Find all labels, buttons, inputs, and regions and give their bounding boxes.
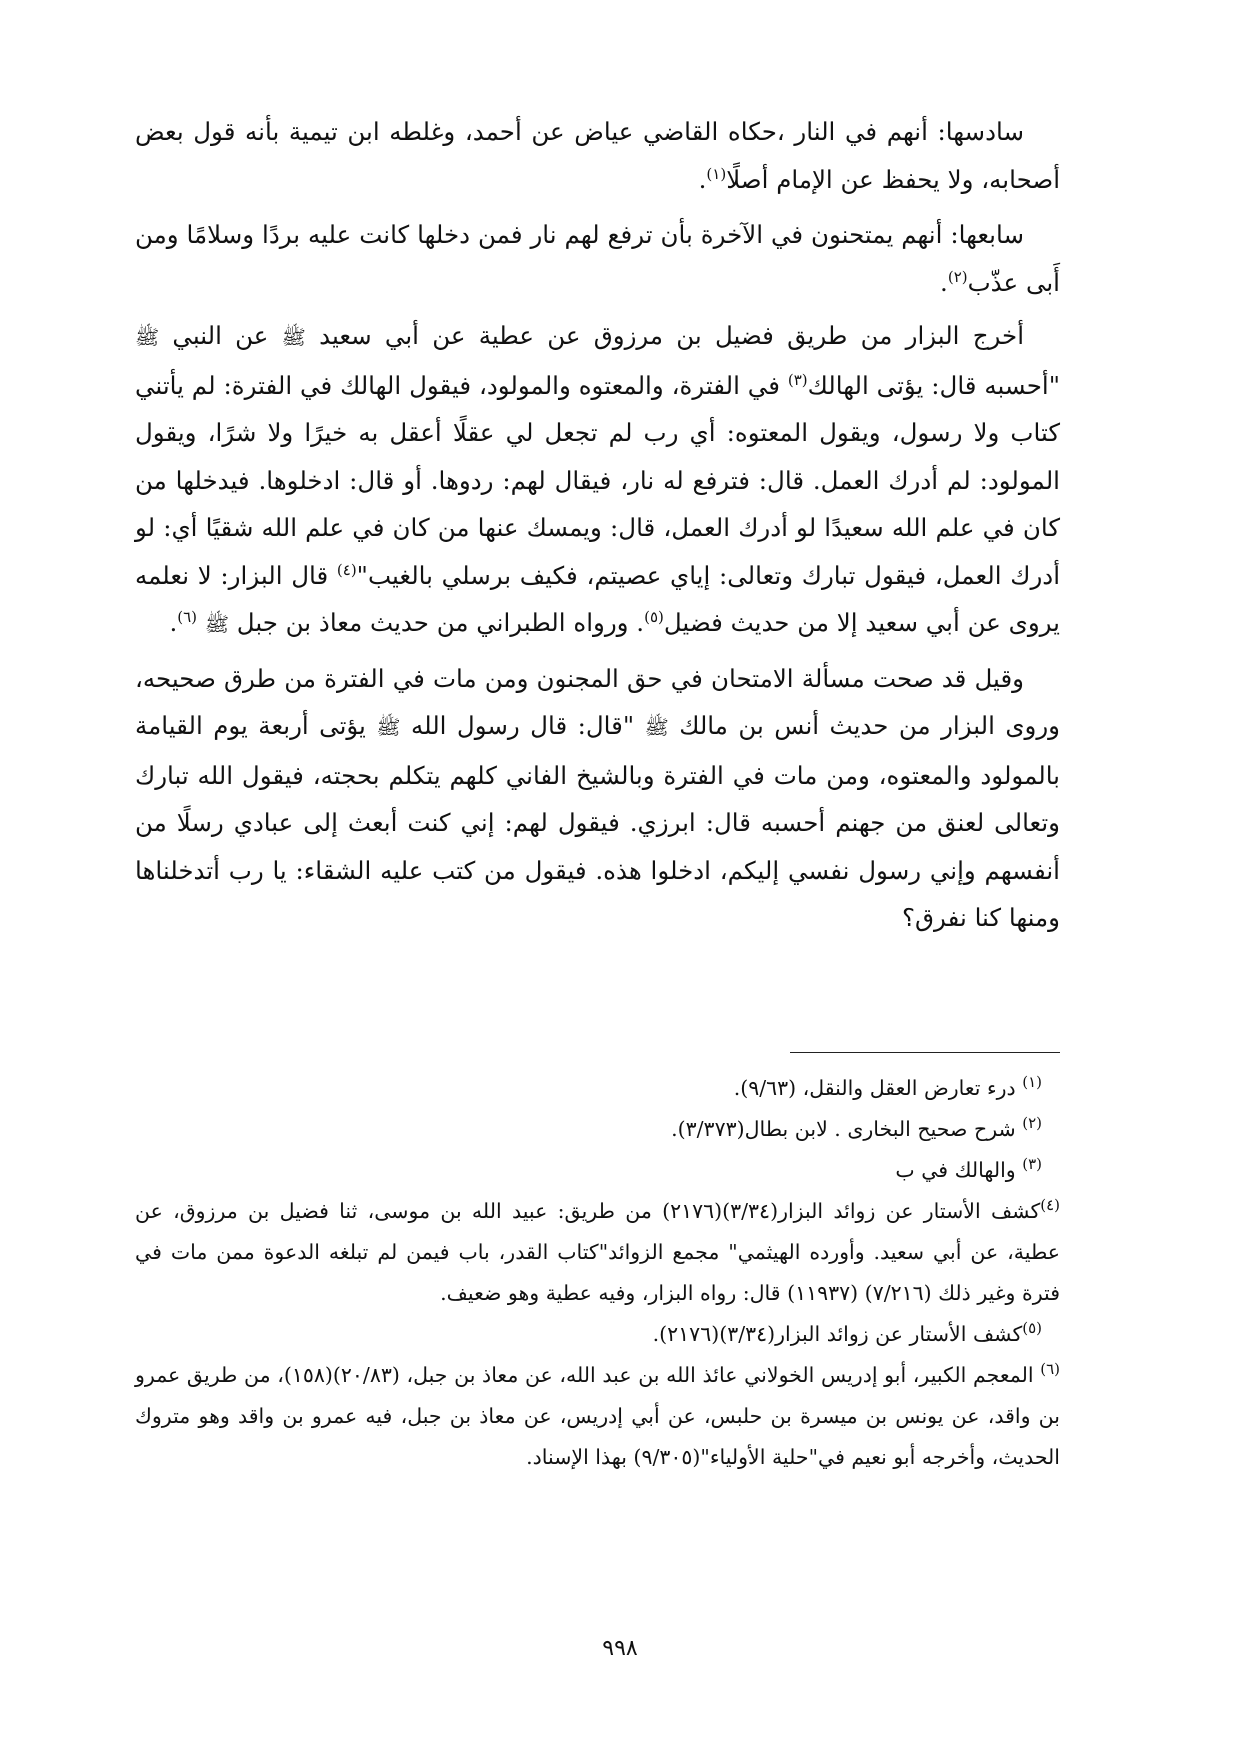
footnote-2 [135,1109,1060,1150]
footnote-number: (٤) [1040,1196,1060,1215]
footnotes [135,1068,1060,1478]
page-number: ٩٩٨ [602,1636,638,1661]
honorific-symbol: ﷺ [281,325,306,349]
paragraph-text: "قال: قال رسول الله [410,711,635,740]
paragraph-seventh-opinion [135,211,1060,306]
paragraph-sixth-opinion [135,108,1060,203]
paragraph-text: قال البزار: لا نعلمه يروى عن أبي سعيد إلا من حديث فضيل [135,560,1060,637]
paragraph-bazzar-hadith [135,312,1060,649]
footnote-6 [135,1355,1060,1478]
footnote-number: (٣) [1022,1155,1042,1174]
paragraph-text: . [698,164,707,194]
footnote-number: (٥) [1022,1319,1042,1338]
paragraph-text: أخرج البزار من طريق فضيل بن مرزوق عن عطية عن أبي سعيد [319,321,1024,350]
footnote-ref-6[interactable]: (٦) [177,607,198,626]
paragraph-text: "أحسبه قال: يؤتى الهالك [807,370,1061,400]
footnote-ref-3[interactable]: (٣) [787,370,808,389]
footnote-1 [135,1068,1060,1109]
footnote-number: (٦) [1040,1360,1060,1379]
footnote-text: المعجم الكبير، أبو إدريس الخولاني عائذ الله بن عبد الله، عن معاذ بن جبل، (٢٠/٨٣)(١٥٨)، من طريق عمرو بن واقد، عن يونس بن ميسرة بن حلبس، عن أبي إدريس، عن معاذ بن جبل، فيه عمرو بن واقد وهو متروك الحديث، وأخرجه أبو نعيم في"حلية الأولياء"(٩/٣٠٥) بهذا الإسناد. [135,1363,1060,1469]
footnote-5 [135,1314,1060,1355]
footnote-number: (١) [1022,1073,1042,1092]
footnote-separator [790,1052,1060,1053]
honorific-symbol: ﷺ [644,715,669,739]
footnote-ref-4[interactable]: (٤) [336,560,357,579]
paragraph-text: عن النبي [172,321,269,350]
paragraph-text: . [169,608,178,637]
paragraph-text: وقيل قد صحت مسألة الامتحان في حق المجنون ومن مات في الفترة من طرق صحيحه، وروى البزار من حديث أنس بن مالك [135,663,1061,740]
footnote-text: كشف الأستار عن زوائد البزار(٣/٣٤)(٢١٧٦). [652,1322,1023,1346]
main-text [135,108,1060,948]
footnote-ref-2[interactable]: (٢) [947,267,968,286]
salawat-symbol: ﷺ [135,325,160,349]
footnote-3 [135,1150,1060,1191]
footnote-4 [135,1191,1060,1314]
paragraph-text: . ورواه الطبراني من حديث معاذ بن جبل [236,608,645,637]
paragraph-text: في الفترة، والمعتوه والمولود، فيقول الهالك في الفترة: لم يأتني كتاب ولا رسول، ويقول المعتوه: أي رب لم تجعل لي عقلًا أعقل به خيرًا ولا شرًا، ويقول المولود: لم أدرك العمل. قال: فترفع له نار، فيقال لهم: ردوها. أو قال: ادخلوها. فيدخلها من كان في علم الله سعيدًا لو أدرك العمل، قال: ويمسك عنها من كان في علم الله شقيًا أي: لو أدرك العمل، فيقول تبارك وتعالى: إياي عصيتم، فكيف برسلي بالغيب" [135,370,1060,590]
footnote-text: شرح صحيح البخارى . لابن بطال(٣/٣٧٣). [671,1117,1016,1141]
paragraph-examination [135,655,1060,942]
footnote-text: درء تعارض العقل والنقل، (٩/٦٣). [733,1076,1016,1100]
honorific-symbol: ﷺ [204,612,229,636]
paragraph-text: يؤتى أربعة يوم القيامة بالمولود والمعتوه، ومن مات في الفترة وبالشيخ الفاني كلهم يتكلم بحجته، فيقول الله تبارك وتعالى لعنق من جهنم أحسبه قال: ابرزي. فيقول لهم: إني كنت أبعث إلى عبادي رسلًا من أنفسهم وإني رسول نفسي إليكم، ادخلوا هذه. فيقول من كتب عليه الشقاء: يا رب أتدخلناها ومنها كنا نفرق؟ [135,711,1060,932]
paragraph-text: سابعها: أنهم يمتحنون في الآخرة بأن ترفع لهم نار فمن دخلها كانت عليه بردًا وسلامًا ومن أَبى عذّب [135,220,1060,297]
salawat-symbol: ﷺ [376,715,401,739]
footnote-ref-5[interactable]: (٥) [644,607,664,626]
paragraph-text: سادسها: أنهم في النار ،حكاه القاضي عياض عن أحمد، وغلطه ابن تيمية بأنه قول بعض أصحابه، ولا يحفظ عن الإمام أصلًا [135,117,1060,194]
footnote-number: (٢) [1022,1114,1042,1133]
footnote-ref-1[interactable]: (١) [706,164,727,183]
footnote-text: كشف الأستار عن زوائد البزار(٣/٣٤)(٢١٧٦) من طريق: عبيد الله بن موسى، ثنا فضيل بن مرزوق، عن عطية، عن أبي سعيد. وأورده الهيثمي" مجمع الزوائد"كتاب القدر، باب فيمن لم تبلغه الدعوة ممن مات في فترة وغير ذلك (٧/٢١٦) (١١٩٣٧) قال: رواه البزار، وفيه عطية وهو ضعيف. [135,1199,1060,1305]
footnote-text: والهالك في ب [895,1158,1016,1182]
paragraph-text: . [940,267,948,297]
